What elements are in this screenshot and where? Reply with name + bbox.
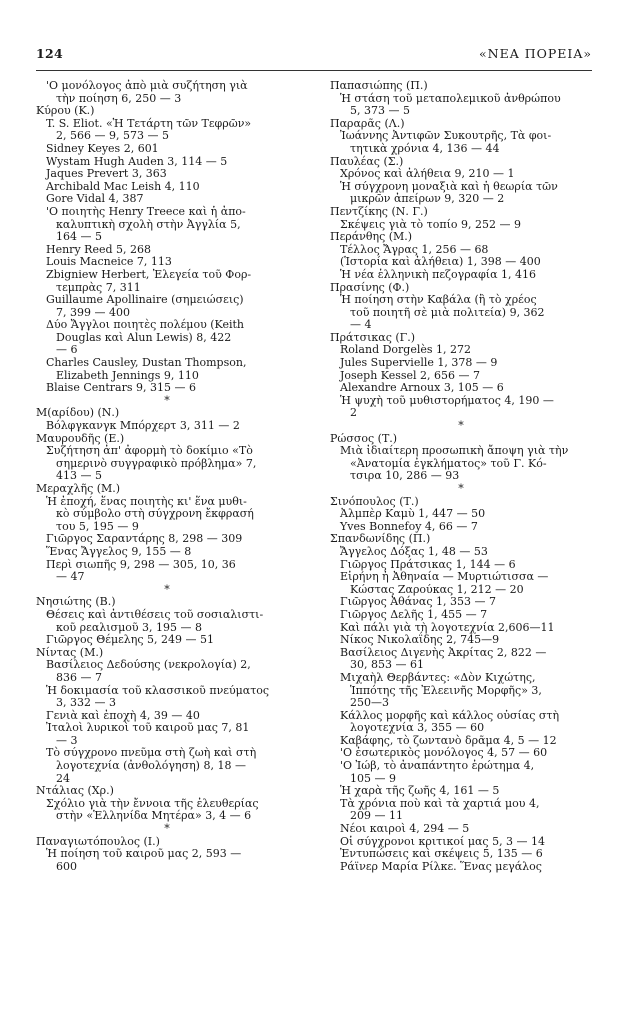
- index-entry: Ἡ σύγχρονη μοναξιὰ καὶ ἡ θεωρία τῶν: [340, 179, 558, 193]
- author-heading: Σινόπουλος (Τ.): [330, 494, 419, 508]
- index-entry: 836 — 7: [56, 670, 102, 684]
- index-entry: Sidney Keyes 2, 601: [46, 141, 159, 155]
- index-entry: Τὸ σύγχρονο πνεῦμα στὴ ζωὴ καὶ στὴ: [46, 746, 257, 760]
- index-entry: 24: [56, 771, 70, 785]
- index-entry: Συζήτηση ἀπ' ἀφορμὴ τὸ δοκίμιο «Τὸ: [46, 444, 253, 458]
- index-entry: Περὶ σιωπῆς 9, 298 — 305, 10, 36: [46, 557, 236, 571]
- index-entry: Guillaume Apollinaire (σημειώσεις): [46, 293, 244, 307]
- index-entry: 2: [350, 406, 357, 420]
- index-entry: τοῦ ποιητῆ σὲ μιὰ πολιτεία) 9, 362: [350, 305, 545, 319]
- index-entry: Roland Dorgelès 1, 272: [340, 343, 472, 357]
- index-entry: Οἱ σύγχρονοι κριτικοί μας 5, 3 — 14: [340, 834, 546, 848]
- index-entry: — 6: [56, 343, 78, 357]
- index-entry: σημερινὸ συγγραφικὸ πρόβλημα» 7,: [56, 456, 257, 470]
- index-entry: Gore Vidal 4, 387: [46, 192, 144, 206]
- index-entry: κὸ σύμβολο στὴ σύγχρονη ἔκφρασή: [56, 507, 254, 521]
- index-entry: 105 — 9: [350, 771, 396, 785]
- index-entry: Ἡ ἐποχή, ἕνας ποιητὴς κι' ἕνα μυθι-: [46, 494, 247, 508]
- index-entry: — 47: [56, 570, 85, 584]
- index-entry: Χρόνος καὶ ἀλήθεια 9, 210 — 1: [340, 167, 515, 181]
- index-entry: 'Ο μονόλογος ἀπὸ μιὰ συζήτηση γιὰ: [46, 79, 248, 92]
- author-heading: Πεντζίκης (Ν. Γ.): [330, 204, 428, 218]
- index-entry: Θέσεις καὶ ἀντιθέσεις τοῦ σοσιαλιστι-: [46, 607, 264, 621]
- author-heading: Ντάλιας (Χρ.): [36, 784, 114, 798]
- index-entry: καλυπτικὴ σχολὴ στὴν Ἀγγλία 5,: [56, 217, 241, 231]
- author-heading: Πρασίνης (Φ.): [330, 280, 410, 294]
- index-entry: κοῦ ρεαλισμοῦ 3, 195 — 8: [56, 620, 203, 634]
- index-entry: Ἄγγελος Δόξας 1, 48 — 53: [340, 544, 488, 558]
- index-entry: Joseph Kessel 2, 656 — 7: [340, 368, 481, 382]
- index-entry: τσιρα 10, 286 — 93: [350, 469, 460, 483]
- index-entry: Blaise Centrars 9, 315 — 6: [46, 381, 196, 395]
- index-entry: Jaques Prevert 3, 363: [46, 167, 167, 181]
- index-entry: Ἡ δοκιμασία τοῦ κλασσικοῦ πνεύματος: [46, 683, 270, 697]
- index-entry: Wystam Hugh Auden 3, 114 — 5: [46, 154, 228, 168]
- index-entry: Ἰταλοὶ λυρικοὶ τοῦ καιροῦ μας 7, 81: [46, 721, 250, 735]
- author-heading: Παραρᾶς (Λ.): [330, 116, 405, 130]
- section-separator-star: *: [458, 482, 464, 495]
- index-entry: Archibald Mac Leish 4, 110: [46, 179, 200, 193]
- page-header: [36, 46, 592, 66]
- index-entry: 'Ο ποιητὴς Henry Treece καὶ ἡ ἀπο-: [46, 204, 246, 218]
- author-heading: Μαυρουδῆς (Ε.): [36, 431, 125, 445]
- index-entry: Εἰρήνη ἡ Ἀθηναία — Μυρτιώτισσα —: [340, 570, 549, 584]
- index-entry: Alexandre Arnoux 3, 105 — 6: [340, 381, 504, 395]
- index-entry: Elizabeth Jennings 9, 110: [56, 368, 199, 382]
- index-entry: Ἡ ψυχὴ τοῦ μυθιστορήματος 4, 190 —: [340, 393, 554, 407]
- author-heading: Μ(αρίδου) (Ν.): [36, 406, 120, 420]
- section-separator-star: *: [164, 393, 170, 407]
- section-separator-star: *: [164, 822, 170, 836]
- index-entry: Καὶ πάλι γιὰ τὴ λογοτεχνία 2,606—11: [340, 620, 555, 634]
- index-entry: Γιῶργος Δελῆς 1, 455 — 7: [340, 607, 488, 621]
- index-entry: Γιῶργος Θέμελης 5, 249 — 51: [46, 633, 214, 647]
- index-entry: Ἐντυπώσεις καὶ σκέψεις 5, 135 — 6: [340, 847, 543, 861]
- index-entry: Ἕνας Ἄγγελος 9, 155 — 8: [46, 544, 192, 558]
- index-entry: Τέλλος Ἄγρας 1, 256 — 68: [340, 242, 489, 256]
- index-entry: Μιὰ ἰδιαίτερη προσωπικὴ ἄποψη γιὰ τὴν: [340, 444, 569, 458]
- index-entry: Ἡ νέα ἑλληνικὴ πεζογραφία 1, 416: [340, 267, 537, 281]
- index-entry: 164 — 5: [56, 230, 102, 244]
- index-entry: (Ἱστορία καὶ ἀλήθεια) 1, 398 — 400: [340, 255, 541, 269]
- index-entry: Ἡ στάση τοῦ μεταπολεμικοῦ ἀνθρώπου: [340, 91, 561, 105]
- index-entry: Ἡ ποίηση στὴν Καβάλα (ἢ τὸ χρέος: [340, 293, 537, 307]
- index-entry: Ράϊνερ Μαρία Ρίλκε. Ἕνας μεγάλος: [340, 859, 542, 873]
- index-entry: τὴν ποίηση 6, 250 — 3: [56, 91, 182, 105]
- page-number: 124: [36, 46, 63, 61]
- author-heading: Σπανδωνίδης (Π.): [330, 532, 431, 546]
- index-entry: Ἀλμπὲρ Καμὺ 1, 447 — 50: [340, 507, 486, 521]
- index-entry: μικρῶν ἀπείρων 9, 320 — 2: [350, 192, 505, 206]
- index-entry: Μιχαὴλ Θερβάντες: «Δὸν Κιχώτης,: [340, 670, 536, 684]
- left-column: [36, 80, 298, 873]
- index-entry: Κώστας Ζαρούκας 1, 212 — 20: [350, 582, 524, 596]
- index-entry: Ἡ χαρὰ τῆς ζωῆς 4, 161 — 5: [340, 784, 500, 798]
- index-entry: λογοτεχνία 3, 355 — 60: [350, 721, 485, 735]
- index-entry: Zbigniew Herbert, Ἐλεγεία τοῦ Φορ-: [46, 267, 252, 281]
- index-entry: Ἱππότης τῆς Ἐλεεινῆς Μορφῆς» 3,: [350, 683, 542, 697]
- index-entry: 5, 373 — 5: [350, 104, 410, 118]
- section-separator-star: *: [164, 582, 170, 596]
- index-entry: Louis Macneice 7, 113: [46, 255, 172, 269]
- index-entry: Γενιὰ καὶ ἐποχὴ 4, 39 — 40: [46, 708, 200, 722]
- index-entry: 209 — 11: [350, 809, 403, 823]
- index-entry: Henry Reed 5, 268: [46, 242, 151, 256]
- index-entry: T. S. Eliot. «Ἡ Τετάρτη τῶν Τεφρῶν»: [46, 116, 252, 130]
- author-heading: Μεραχλῆς (Μ.): [36, 482, 121, 495]
- index-entry: στὴν «Ἑλληνίδα Μητέρα» 3, 4 — 6: [56, 809, 252, 823]
- index-entry: 7, 399 — 400: [56, 305, 130, 319]
- author-heading: Νησιώτης (Β.): [36, 595, 116, 609]
- index-entry: τεμπρὰς 7, 311: [56, 280, 141, 294]
- index-entry: Δύο Ἄγγλοι ποιητὲς πολέμου (Keith: [46, 318, 244, 332]
- index-entry: Γιῶργος Σαραντάρης 8, 298 — 309: [46, 532, 243, 546]
- index-entry: 600: [56, 859, 77, 873]
- index-entry: — 3: [56, 733, 78, 747]
- index-entry: Νέοι καιροὶ 4, 294 — 5: [340, 822, 470, 836]
- section-separator-star: *: [458, 419, 464, 433]
- author-heading: Κύρου (Κ.): [36, 104, 95, 118]
- index-entry: Jules Supervielle 1, 378 — 9: [340, 356, 498, 370]
- index-entry: Βασίλειος Διγενὴς Ἀκρίτας 2, 822 —: [340, 645, 547, 659]
- running-title: «ΝΕΑ ΠΟΡΕΙΑ»: [478, 46, 592, 61]
- author-heading: Πράτσικας (Γ.): [330, 330, 416, 344]
- index-entry: 3, 332 — 3: [56, 696, 116, 710]
- index-entry: 413 — 5: [56, 469, 102, 483]
- index-entry: Νίκος Νικολαΐδης 2, 745—9: [340, 633, 500, 647]
- author-heading: Παυλέας (Σ.): [330, 154, 404, 168]
- index-entry: Σχόλιο γιὰ τὴν ἔννοια τῆς ἐλευθερίας: [46, 796, 259, 810]
- index-entry: 30, 853 — 61: [350, 658, 424, 672]
- author-heading: Νίντας (Μ.): [36, 645, 104, 659]
- index-entry: 'Ο Ἰώβ, τὸ ἀναπάντητο ἐρώτημα 4,: [340, 759, 535, 773]
- index-entry: Σκέψεις γιὰ τὸ τοπίο 9, 252 — 9: [340, 217, 522, 231]
- index-entry: 250—3: [350, 696, 389, 710]
- index-entry: Yves Bonnefoy 4, 66 — 7: [340, 519, 478, 533]
- index-entry: Ἡ ποίηση τοῦ καιροῦ μας 2, 593 —: [46, 847, 242, 861]
- index-entry: Καβάφης, τὸ ζωντανὸ δρᾶμα 4, 5 — 12: [340, 733, 557, 747]
- author-heading: Παναγιωτόπουλος (Ι.): [36, 834, 160, 848]
- index-entry: Ἰωάννης Ἀντιφῶν Συκουτρῆς, Τὰ φοι-: [340, 129, 552, 143]
- author-heading: Ρώσσος (Τ.): [330, 431, 398, 445]
- index-entry: Βόλφγκανγκ Μπόρχερτ 3, 311 — 2: [46, 419, 240, 433]
- index-entry: 2, 566 — 9, 573 — 5: [56, 129, 169, 143]
- index-entry: Βασίλειος Δεδούσης (νεκρολογία) 2,: [46, 658, 251, 672]
- index-entry: Γιῶργος Ἀθάνας 1, 353 — 7: [340, 595, 496, 609]
- author-heading: Περάνθης (Μ.): [330, 230, 413, 244]
- index-entry: Κάλλος μορφῆς καὶ κάλλος οὐσίας στὴ: [340, 708, 560, 722]
- index-entry: Charles Causley, Dustan Thompson,: [46, 356, 247, 370]
- index-entry: 'Ο ἐσωτερικὸς μονόλογος 4, 57 — 60: [340, 746, 548, 760]
- index-entry: του 5, 195 — 9: [56, 519, 139, 533]
- index-entry: Douglas καὶ Alun Lewis) 8, 422: [56, 330, 232, 344]
- index-entry: τητικὰ χρόνια 4, 136 — 44: [350, 141, 500, 155]
- index-entry: «Ἀνατομία ἐγκλήματος» τοῦ Γ. Κό-: [350, 456, 547, 470]
- right-column: [330, 80, 592, 873]
- header-rule: [36, 70, 592, 71]
- index-entry: — 4: [350, 318, 372, 332]
- index-entry: Τὰ χρόνια ποὺ καὶ τὰ χαρτιά μου 4,: [340, 796, 540, 810]
- index-entry: λογοτεχνία (ἀνθολόγηση) 8, 18 —: [56, 759, 246, 773]
- index-entry: Γιῶργος Πράτσικας 1, 144 — 6: [340, 557, 516, 571]
- author-heading: Παπασιώπης (Π.): [330, 79, 428, 92]
